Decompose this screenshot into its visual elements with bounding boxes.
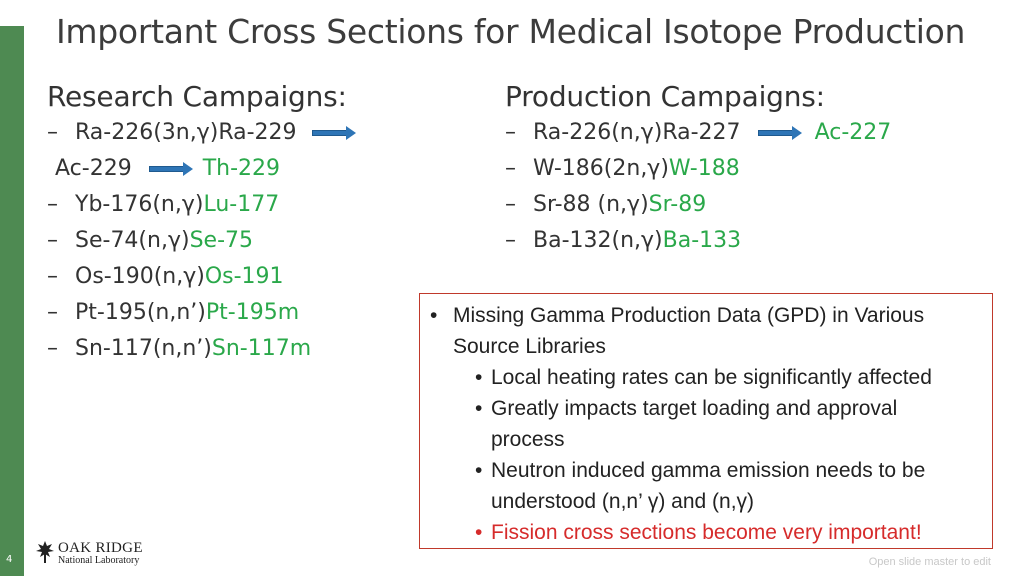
sub-bullet-item: • Neutron induced gamma emission needs to be understood (n,n’ γ) and (n,γ) bbox=[430, 455, 984, 517]
logo-subtitle: National Laboratory bbox=[58, 555, 140, 566]
tree-icon bbox=[36, 541, 54, 563]
bullet-dot-icon: • bbox=[475, 521, 483, 544]
list-item: – Ba-132(n,γ)Ba-133 bbox=[505, 228, 742, 253]
sub-bullet-item: • Local heating rates can be significantly affected bbox=[430, 362, 984, 393]
bullet-dot-icon: • bbox=[475, 459, 483, 482]
research-column bbox=[47, 80, 356, 367]
gpd-callout-box bbox=[419, 293, 993, 549]
right-arrow-icon bbox=[312, 126, 356, 140]
ornl-logo bbox=[36, 541, 143, 566]
dash-bullet: – bbox=[47, 120, 58, 145]
list-item: – Ra-226(3n,γ)Ra-229 bbox=[47, 115, 356, 151]
bullet-item: • Missing Gamma Production Data (GPD) in Various Source Libraries bbox=[430, 300, 984, 362]
list-item: – Os-190(n,γ)Os-191 bbox=[47, 264, 284, 289]
bullet-dot-icon: • bbox=[430, 304, 438, 327]
list-item: – Yb-176(n,γ)Lu-177 bbox=[47, 192, 280, 217]
footer-note: Open slide master to edit bbox=[868, 556, 991, 568]
sub-bullet-item-highlight: • Fission cross sections become very important! bbox=[430, 517, 984, 548]
list-item: – Sn-117(n,n’)Sn-117m bbox=[47, 336, 312, 361]
list-item: – W-186(2n,γ)W-188 bbox=[505, 156, 740, 181]
production-column bbox=[505, 80, 891, 259]
production-heading: Production Campaigns: bbox=[505, 80, 825, 113]
right-arrow-icon bbox=[149, 162, 193, 176]
list-item: – Pt-195(n,n’)Pt-195m bbox=[47, 300, 300, 325]
list-item-continuation: Ac-229 Th-229 bbox=[55, 156, 281, 181]
list-item: – Sr-88 (n,γ)Sr-89 bbox=[505, 192, 707, 217]
research-heading: Research Campaigns: bbox=[47, 80, 347, 113]
bullet-dot-icon: • bbox=[475, 397, 483, 420]
slide-title: Important Cross Sections for Medical Isotope Production bbox=[56, 12, 966, 51]
right-arrow-icon bbox=[758, 126, 802, 140]
bullet-dot-icon: • bbox=[475, 366, 483, 389]
list-item: – Se-74(n,γ)Se-75 bbox=[47, 228, 253, 253]
sub-bullet-item: • Greatly impacts target loading and approval process bbox=[430, 393, 984, 455]
logo-name: OAK RIDGE bbox=[58, 540, 143, 556]
list-item: – Ra-226(n,γ)Ra-227 Ac-227 bbox=[505, 120, 892, 145]
page-number: 4 bbox=[6, 554, 13, 565]
left-accent-bar bbox=[0, 26, 24, 576]
